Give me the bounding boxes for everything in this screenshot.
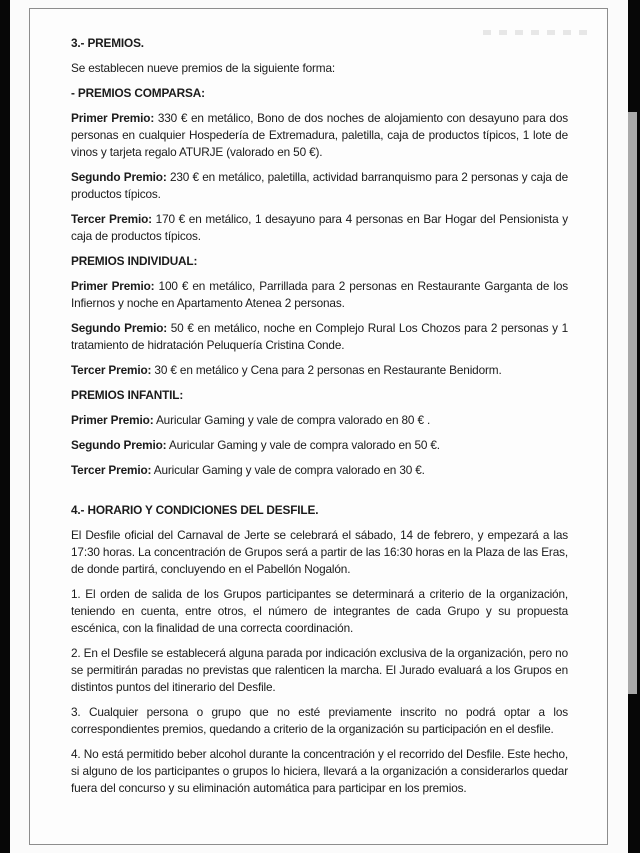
paragraph-condition-1: 1. El orden de salida de los Grupos participantes se determinará a criterio de la organización, teniendo en cuenta, entre otros, el número de integrantes de cada Grupo y su propuesta escénica, con la finalidad de una correcta coordinación.: [71, 587, 568, 635]
prize-label: Primer Premio:: [71, 413, 154, 427]
prize-text: Auricular Gaming y vale de compra valorado en 50 €.: [166, 438, 440, 452]
prize-text: 30 € en metálico y Cena para 2 personas en Restaurante Benidorm.: [151, 363, 502, 377]
prize-item: [71, 362, 568, 379]
prize-label: Segundo Premio:: [71, 321, 168, 335]
paragraph-condition-4: 4. No está permitido beber alcohol durante la concentración y el recorrido del Desfile. Este hecho, si alguno de los participantes o grupos lo hiciera, llevará a la organización a considerarlos quedar fuera del concurso y su eliminación automática para participar en los premios.: [71, 747, 568, 795]
group-heading-individual: PREMIOS INDIVIDUAL:: [71, 254, 198, 268]
prize-item: [71, 437, 568, 454]
prize-item: [71, 320, 568, 354]
prize-item: [71, 412, 568, 429]
scrollbar-thumb[interactable]: [628, 112, 637, 694]
prize-label: Tercer Premio:: [71, 463, 152, 477]
prize-item: [71, 462, 568, 479]
prize-label: Primer Premio:: [71, 279, 155, 293]
document-page: [29, 8, 608, 845]
prize-text: 170 € en metálico, 1 desayuno para 4 personas en Bar Hogar del Pensionista y caja de productos típicos.: [71, 212, 568, 243]
prize-text: 230 € en metálico, paletilla, actividad barranquismo para 2 personas y caja de productos típicos.: [71, 170, 568, 201]
prize-label: Segundo Premio:: [71, 170, 167, 184]
section-3-heading: 3.- PREMIOS.: [71, 36, 144, 50]
prize-text: Auricular Gaming y vale de compra valorado en 30 €.: [151, 463, 425, 477]
paragraph-desfile-intro: El Desfile oficial del Carnaval de Jerte se celebrará el sábado, 14 de febrero, y empezará a las 17:30 horas. La concentración de Grupos será a partir de las 16:30 horas en la Plaza de las Eras, de donde partirá, concluyendo en el Pabellón Nogalón.: [71, 528, 568, 576]
prize-text: 330 € en metálico, Bono de dos noches de alojamiento con desayuno para dos personas en cualquier Hospedería de Extremadura, paletilla, caja de productos típicos, 1 lote de vinos y tarjeta regalo ATURJE (valorado en 50 €).: [71, 111, 568, 159]
section-4-heading: 4.- HORARIO Y CONDICIONES DEL DESFILE.: [71, 503, 319, 517]
paragraph-condition-3: 3. Cualquier persona o grupo que no esté previamente inscrito no podrá optar a los correspondientes premios, quedando a criterio de la organización su participación en el desfile.: [71, 705, 568, 736]
left-letterbox: [0, 0, 10, 853]
prize-text: 100 € en metálico, Parrillada para 2 personas en Restaurante Garganta de los Infiernos y noche en Apartamento Atenea 2 personas.: [71, 279, 568, 310]
prize-text: 50 € en metálico, noche en Complejo Rural Los Chozos para 2 personas y 1 tratamiento de hidratación Peluquería Cristina Conde.: [71, 321, 568, 352]
prize-text: Auricular Gaming y vale de compra valorado en 80 € .: [153, 413, 431, 427]
prize-label: Tercer Premio:: [71, 363, 152, 377]
paragraph-condition-2: 2. En el Desfile se establecerá alguna parada por indicación exclusiva de la organización, pero no se permitirán paradas no previstas que ralenticen la marcha. El Jurado evaluará a los Grupos en distintos puntos del itinerario del Desfile.: [71, 646, 568, 694]
prize-label: Tercer Premio:: [71, 212, 152, 226]
prize-item: [71, 211, 568, 245]
prize-item: [71, 278, 568, 312]
group-heading-infantil: PREMIOS INFANTIL:: [71, 388, 184, 402]
prize-label: Segundo Premio:: [71, 438, 167, 452]
prize-label: Primer Premio:: [71, 111, 155, 125]
prize-item: [71, 169, 568, 203]
prizes-intro: Se establecen nueve premios de la siguiente forma:: [71, 61, 335, 75]
group-heading-comparsa: - PREMIOS COMPARSA:: [71, 86, 205, 100]
document-content: [30, 9, 607, 805]
prize-item: [71, 110, 568, 161]
